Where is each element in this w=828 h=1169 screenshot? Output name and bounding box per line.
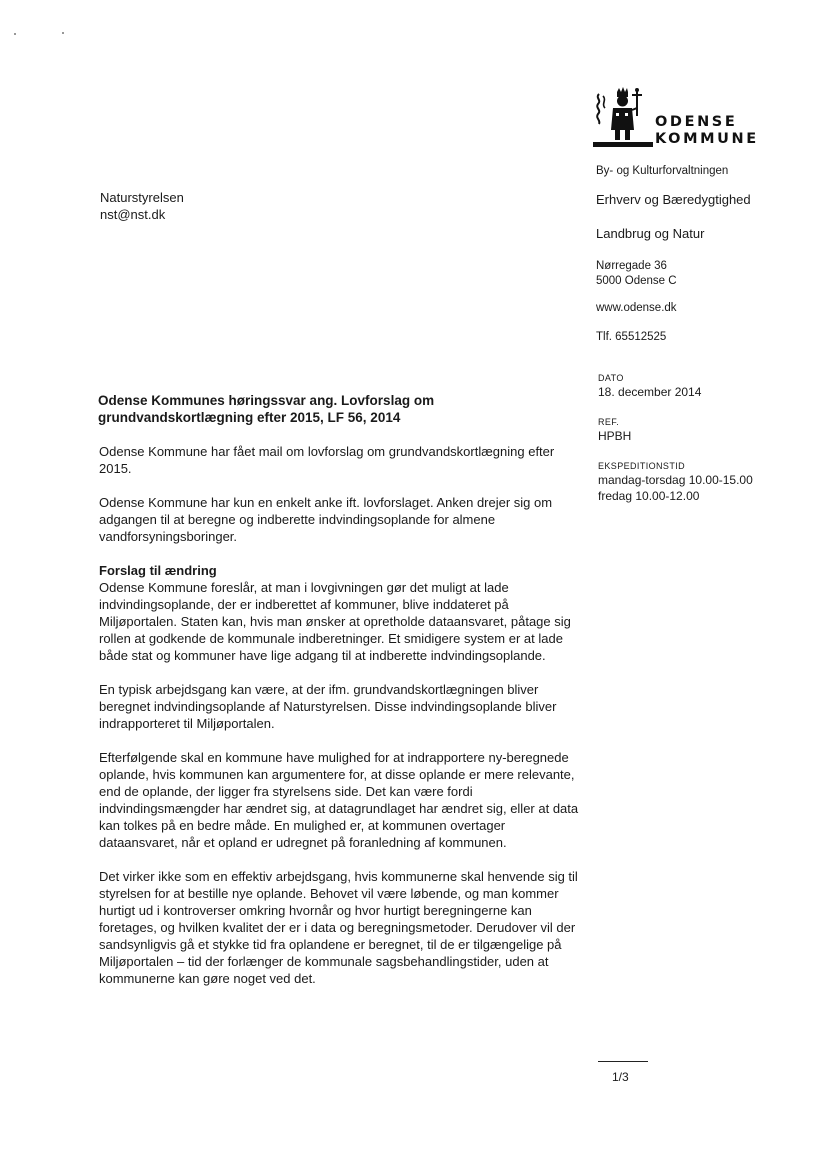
letter-meta (598, 372, 813, 520)
letter-body (99, 443, 579, 1004)
page-number-rule (598, 1061, 648, 1062)
body-paragraph-3: Odense Kommune foreslår, at man i lovgivningen gør det muligt at lade indvindingsoplande, der er indberettet af kommuner, blive inddateret på Miljøportalen. Staten kan, hvis man ønsker at opretholde dataansvaret, påtage sig rollen at godkende de kommunale indberetninger. Et smidigere system er at lade både stat og kommuner have lige adgang til at indberette indvindingsoplande. (99, 580, 571, 663)
sender-address-line-2: 5000 Odense C (596, 275, 677, 287)
recipient-address (100, 189, 184, 223)
date-value: 18. december 2014 (598, 385, 702, 399)
odense-kommune-logo-figure (593, 86, 653, 150)
scan-speck (14, 33, 16, 35)
subject-line-2: grundvandskortlægning efter 2015, LF 56, 2014 (98, 410, 401, 425)
hours-line-2: fredag 10.00-12.00 (598, 489, 700, 503)
body-paragraph-4: En typisk arbejdsgang kan være, at der ifm. grundvandskortlægningen bliver beregnet indvindingsoplande af Naturstyrelsen. Disse indvindingsoplande bliver indrapporteret til Miljøportalen. (99, 682, 557, 731)
hours-line-1: mandag-torsdag 10.00-15.00 (598, 473, 753, 487)
logo-figure-icon (593, 86, 653, 150)
sender-address (596, 259, 811, 289)
body-paragraph-1: Odense Kommune har fået mail om lovforslag om grundvandskortlægning efter 2015. (99, 444, 555, 476)
sender-info (596, 164, 811, 357)
sender-afdeling: Erhverv og Bæredygtighed (596, 192, 751, 207)
sender-forvaltning: By- og Kulturforvaltningen (596, 165, 729, 177)
recipient-name: Naturstyrelsen (100, 190, 184, 205)
ref-label: REF. (598, 417, 620, 427)
wordmark-line-1: ODENSE (655, 114, 738, 130)
body-paragraph-6: Det virker ikke som en effektiv arbejdsgang, hvis kommunerne skal henvende sig til styrelsen for at bestille nye oplande. Behovet vil være løbende, og man kommer hurtigt ud i kontroverser omkring hvornår og hvor hurtigt beregningerne kan foretages, og hvilken kvalitet der er i data og beregningsmetoder. Derudover vil der sandsynligvis gå et stykke tid fra oplandene er beregnet, til de er tilgængelige på Miljøportalen – tid der forlænger de kommunale sagsbehandlingstider, uden at kommunerne kan gøre noget ved det. (99, 869, 578, 986)
body-paragraph-5: Efterfølgende skal en kommune have mulighed for at indrapportere ny-beregnede oplande, hvis kommunen kan argumentere for, at disse oplande er mere relevante, end de oplande, der ligger fra styrelsens side. Det kan være fordi indvindingsmængder har ændret sig, at datagrundlaget har ændret sig, eller at data kan tolkes på en bedre måde. En mulighed er, at kommunen overtager dataansvaret, når et opland er udregnet på foranledning af kommunen. (99, 750, 579, 850)
section-heading: Forslag til ændring (99, 563, 217, 578)
date-label: DATO (598, 373, 624, 383)
sender-enhed: Landbrug og Natur (596, 226, 705, 241)
ref-value: HPBH (598, 429, 632, 443)
sender-website: www.odense.dk (596, 302, 677, 314)
sender-address-line-1: Nørregade 36 (596, 260, 667, 272)
recipient-email: nst@nst.dk (100, 207, 166, 222)
scan-speck (62, 32, 64, 34)
odense-kommune-wordmark (655, 114, 759, 148)
body-paragraph-2: Odense Kommune har kun en enkelt anke ift. lovforslaget. Anken drejer sig om adgangen til at beregne og indberette indvindingsoplande for almene vandforsyningsboringer. (99, 495, 553, 544)
wordmark-line-2: KOMMUNE (655, 131, 759, 147)
hours-label: EKSPEDITIONSTID (598, 461, 686, 471)
letter-subject (98, 392, 538, 426)
sender-phone: Tlf. 65512525 (596, 331, 667, 343)
page-number: 1/3 (612, 1070, 629, 1084)
subject-line-1: Odense Kommunes høringssvar ang. Lovforslag om (98, 393, 435, 408)
